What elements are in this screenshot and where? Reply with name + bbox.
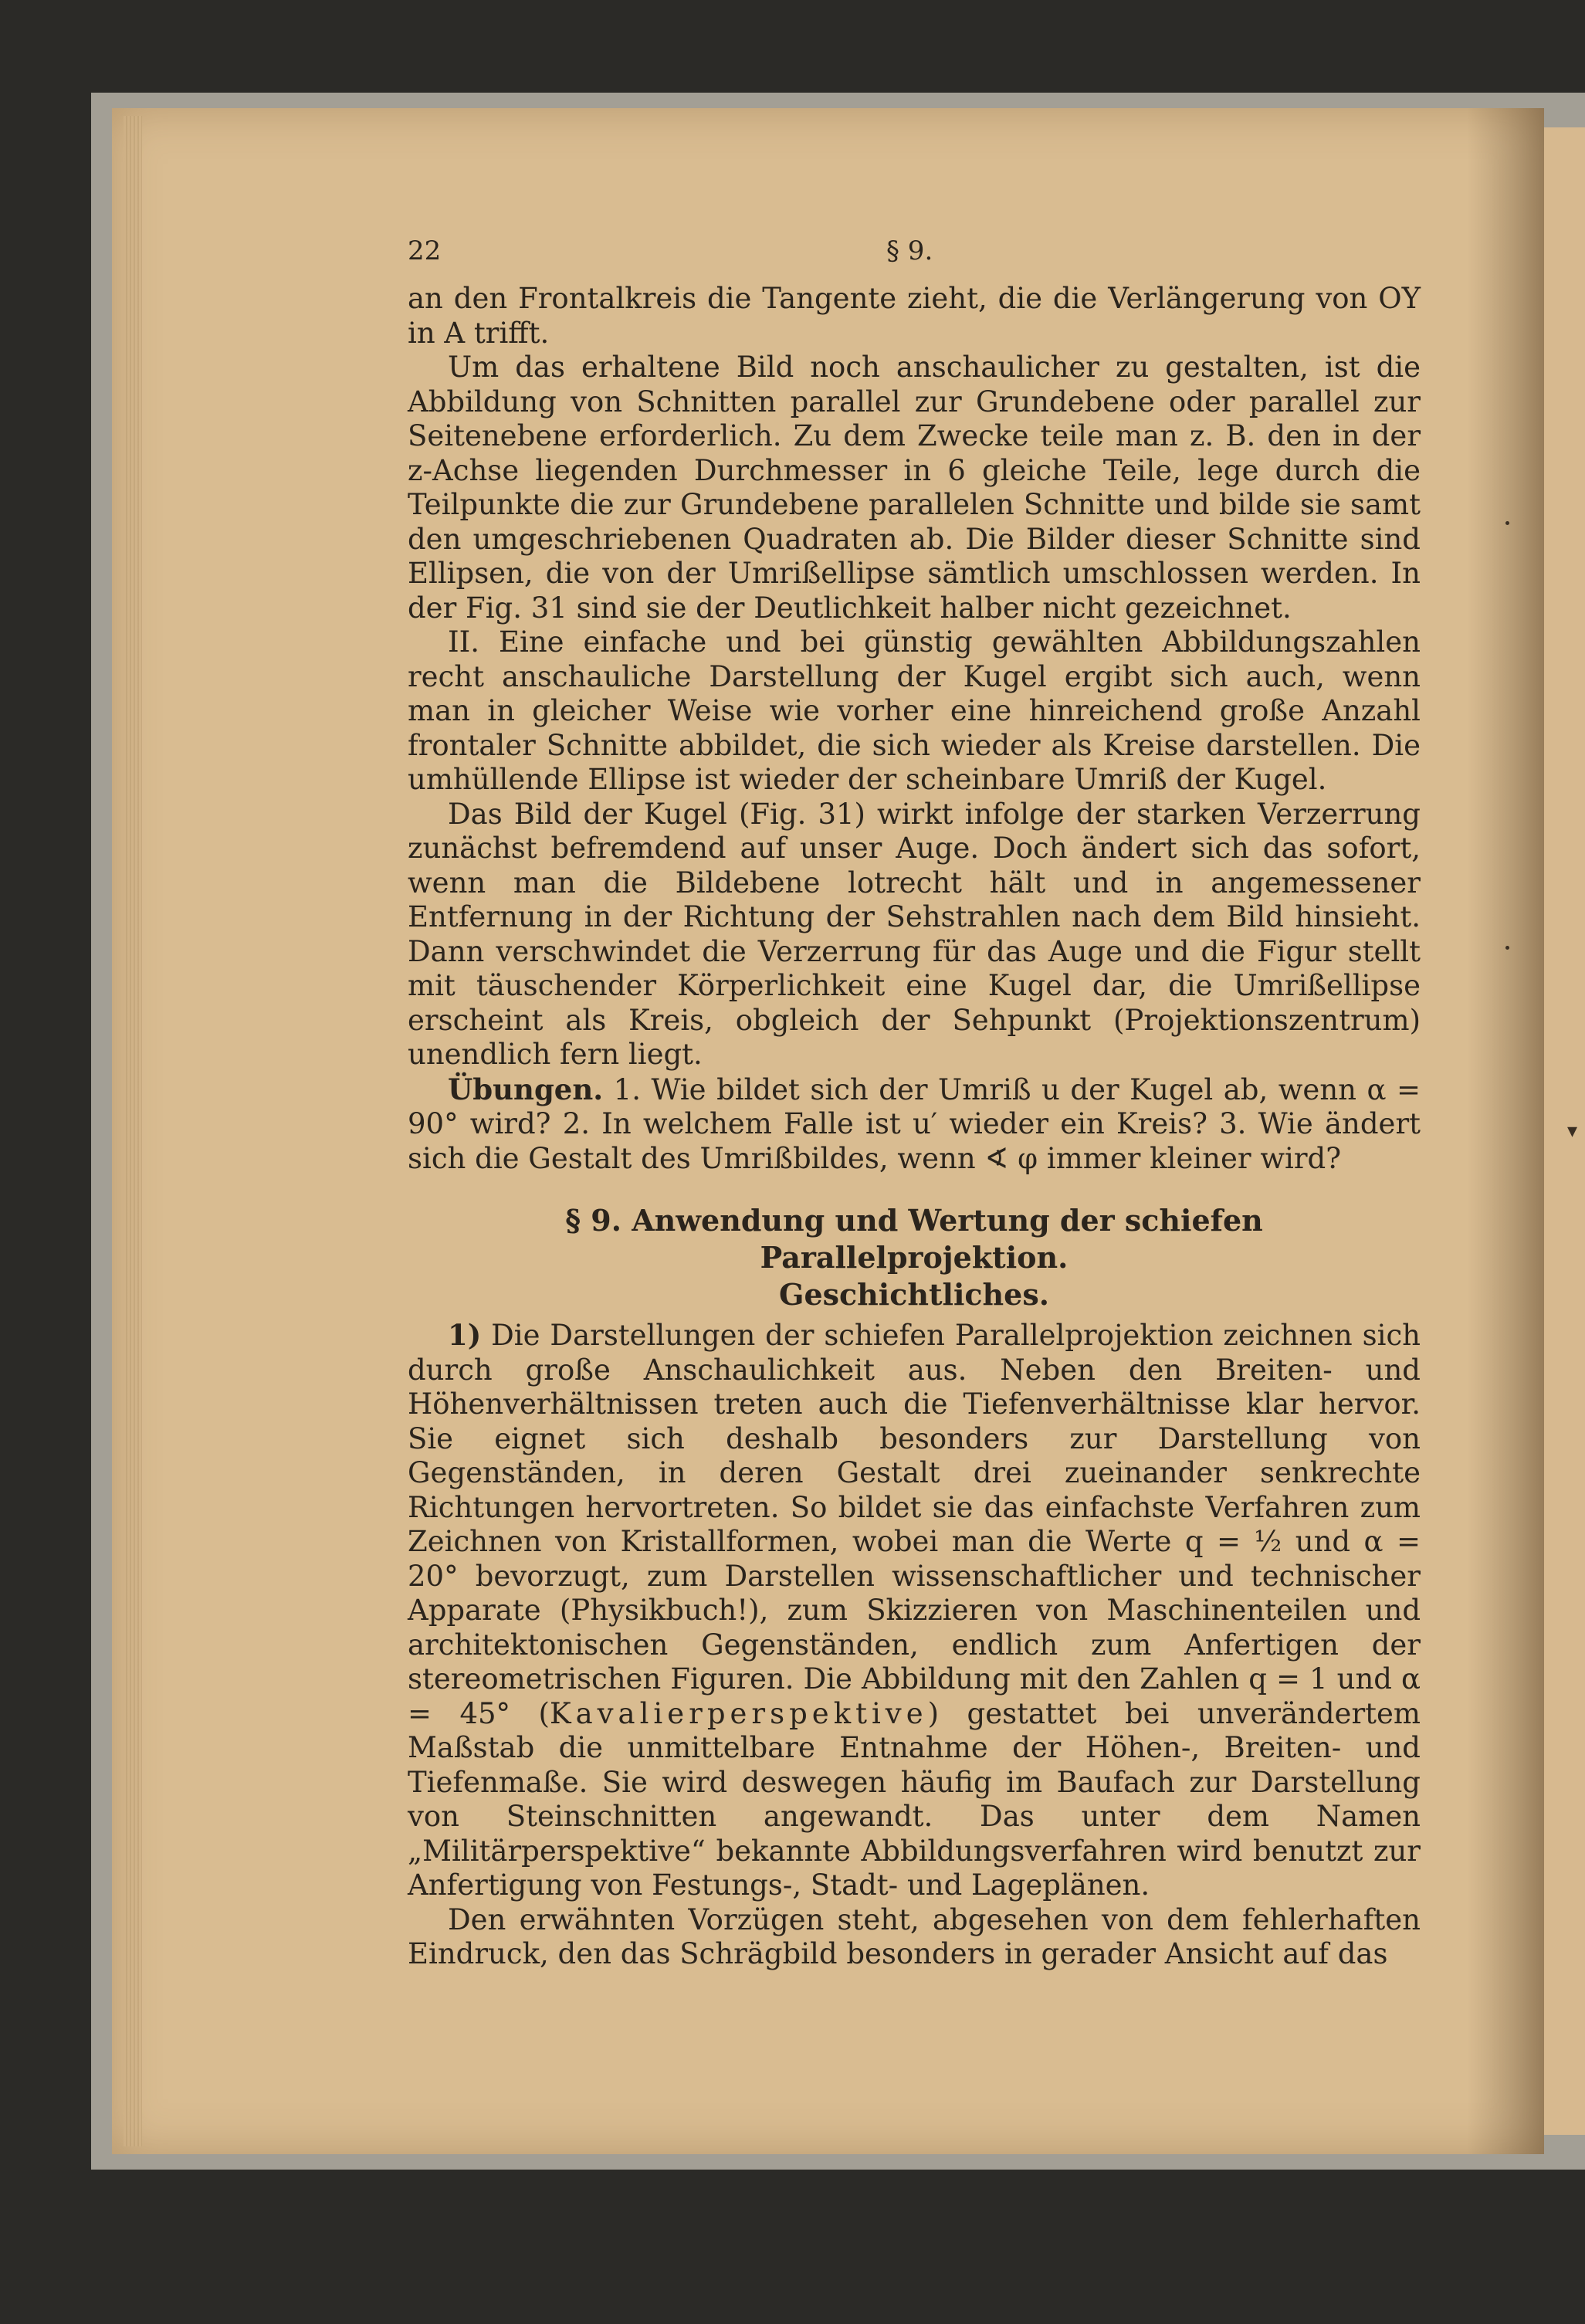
spine-shadow: [1467, 108, 1544, 2154]
paragraph-ii: II. Eine einfache und bei günstig gewählten Abbildungszahlen recht anschauliche Darstellung der Kugel ergibt sich auch, wenn man in gleicher Weise wie vorher eine hinreichend große Anzahl frontaler Schnitte abbildet, die sich wieder als Kreise darstellen. Die umhüllende Ellipse ist wieder der scheinbare Umriß der Kugel.: [408, 625, 1421, 796]
page-leaf-edge: [124, 116, 142, 2146]
running-header: [408, 235, 1421, 282]
paragraph-um: Um das erhaltene Bild noch anschaulicher zu gestalten, ist die Abbildung von Schnitten parallel zur Grundebene oder parallel zur Seitenebene erforderlich. Zu dem Zwecke teile man z. B. den in der z-Achse liegenden Durchmesser in 6 gleiche Teile, lege durch die Teilpunkte die zur Grundebene parallelen Schnitte und bilde sie samt den umgeschriebenen Quadraten ab. Die Bilder dieser Schnitte sind Ellipsen, die von der Umrißellipse sämtlich umschlossen werden. In der Fig. 31 sind sie der Deutlichkeit halber nicht gezeichnet.: [408, 351, 1421, 625]
paragraph-carryover: an den Frontalkreis die Tangente zieht, die die Verlängerung von OY in A trifft.: [408, 282, 1421, 350]
margin-dot: [1505, 946, 1509, 950]
margin-dot: [1505, 521, 1509, 525]
section-heading-line2: Geschichtliches.: [779, 1277, 1049, 1312]
uebungen-label: Übungen.: [448, 1072, 604, 1106]
page-text-block: [408, 235, 1421, 2027]
section-heading: [408, 1202, 1421, 1313]
margin-arrow-mark: ▾: [1567, 1120, 1578, 1143]
paragraph-uebungen: [408, 1072, 1421, 1177]
paragraph-1-text-b: ) gestattet bei unverändertem Maßstab die unmittelbare Entnahme der Höhen-, Breiten- und Tiefenmaße. Sie wird deswegen häufig im Baufach zur Darstellung von Steinschnitten angewandt. Das unter dem Namen „Militärperspektive“ bekannte Abbildungsverfahren wird benutzt zur Anfertigung von Festungs-, Stadt- und Lageplänen.: [408, 1696, 1421, 1902]
paragraph-1-number: 1): [448, 1318, 482, 1352]
paragraph-den: Den erwähnten Vorzügen steht, abgesehen von dem fehlerhaften Eindruck, den das Schrägbild besonders in gerader Ansicht auf das: [408, 1902, 1421, 1970]
paragraph-1-spaced-term: Kavalierperspektive: [549, 1696, 928, 1730]
paragraph-das-bild: Das Bild der Kugel (Fig. 31) wirkt infolge der starken Verzerrung zunächst befremdend auf unser Auge. Doch ändert sich das sofort, wenn man die Bildebene lotrecht hält und in angemessener Entfernung in der Richtung der Sehstrahlen nach dem Bild hinsieht. Dann verschwindet die Verzerrung für das Auge und die Figur stellt mit täuschender Körperlichkeit eine Kugel dar, die Umrißellipse erscheint als Kreis, obgleich der Sehpunkt (Projektionszentrum) unendlich fern liegt.: [408, 797, 1421, 1071]
page-number: 22: [408, 235, 442, 266]
section-heading-line1: § 9. Anwendung und Wertung der schiefen Parallelprojektion.: [565, 1203, 1263, 1275]
paragraph-1: [408, 1318, 1421, 1903]
running-section-title: § 9.: [886, 235, 933, 266]
paragraph-1-text-a: Die Darstellungen der schiefen Parallelprojektion zeichnen sich durch große Anschaulichkeit aus. Neben den Breiten- und Höhenverhältnissen treten auch die Tiefenverhältnisse klar hervor. Sie eignet sich deshalb besonders zur Darstellung von Gegenständen, in deren Gestalt drei zueinander senkrechte Richtungen hervortreten. So bildet sie das einfachste Verfahren zum Zeichnen von Kristallformen, wobei man die Werte q = ½ und α = 20° bevorzugt, zum Darstellen wissenschaftlicher und technischer Apparate (Physikbuch!), zum Skizzieren von Maschinenteilen und architektonischen Gegenständen, endlich zum Anfertigen der stereometrischen Figuren. Die Abbildung mit den Zahlen q = 1 und α = 45° (: [408, 1319, 1421, 1730]
facing-page-edge: [1544, 127, 1585, 2135]
uebungen-text: 1. Wie bildet sich der Umriß u der Kugel ab, wenn α = 90° wird? 2. In welchem Falle ist u′ wieder ein Kreis? 3. Wie ändert sich die Gestalt des Umrißbildes, wenn ∢ φ immer kleiner wird?: [408, 1072, 1421, 1175]
